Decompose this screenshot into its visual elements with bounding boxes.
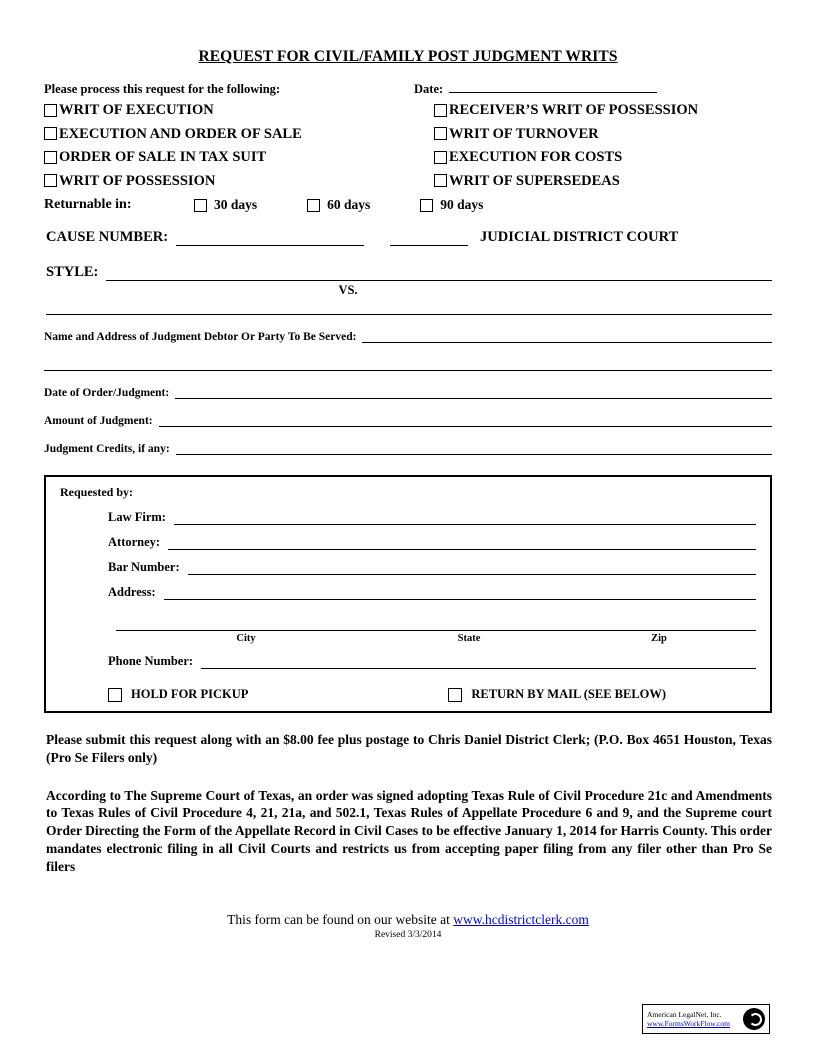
checkbox-order-of-sale-in-tax-suit[interactable] [44, 150, 434, 165]
address-input[interactable] [164, 587, 756, 600]
checkbox-30-days[interactable] [194, 197, 257, 213]
process-request-label: Please process this request for the following: [44, 82, 281, 96]
date-of-order-row [44, 387, 772, 399]
date-of-order-label: Date of Order/Judgment: [44, 387, 170, 399]
amount-of-judgment-row [44, 415, 772, 427]
legalnet-url[interactable]: www.FormsWorkFlow.com [647, 1019, 731, 1028]
judicial-district-input[interactable] [390, 232, 468, 246]
date-of-order-input[interactable] [175, 387, 772, 399]
checkbox-icon[interactable] [448, 688, 462, 702]
checkbox-label: 30 days [214, 197, 258, 212]
checkbox-icon[interactable] [44, 104, 57, 117]
delivery-options-row [60, 687, 756, 702]
address-row [60, 585, 756, 600]
judgment-credits-row [44, 443, 772, 455]
city-state-zip-input[interactable] [116, 620, 756, 631]
attorney-row [60, 535, 756, 550]
checkbox-icon[interactable] [44, 174, 57, 187]
checkbox-label: HOLD FOR PICKUP [131, 687, 249, 701]
returnable-row [44, 197, 772, 213]
checkbox-icon[interactable] [434, 151, 447, 164]
judicial-district-label: JUDICIAL DISTRICT COURT [480, 229, 679, 245]
checkbox-execution-for-costs[interactable] [434, 150, 622, 165]
checkbox-hold-for-pickup[interactable] [108, 687, 248, 702]
style-input[interactable] [106, 267, 772, 281]
date-label: Date: [414, 82, 444, 96]
judgment-debtor-label: Name and Address of Judgment Debtor Or Party To Be Served: [44, 331, 357, 343]
checkbox-writ-of-supersedeas[interactable] [434, 174, 620, 189]
checkbox-icon[interactable] [108, 688, 122, 702]
checkbox-label: 90 days [440, 197, 484, 212]
phone-number-row [60, 654, 756, 669]
phone-number-label: Phone Number: [108, 654, 194, 668]
cause-number-row [44, 229, 772, 246]
checkbox-label: RECEIVER’S WRIT OF POSSESSION [449, 102, 699, 118]
checkbox-label: ORDER OF SALE IN TAX SUIT [59, 149, 267, 165]
checkbox-label: WRIT OF SUPERSEDEAS [449, 172, 620, 189]
checkbox-icon[interactable] [307, 199, 320, 212]
legalnet-logo-icon [743, 1008, 765, 1030]
order-notice: According to The Supreme Court of Texas, an order was signed adopting Texas Rule of Civil Procedure 21c and Amendments to Texas Rules of Civil Procedure 4, 21, 21a, and 502.1, Texas Rules of Appellate Procedure 6 and 9, and the Supreme court Order Directing the Form of the Appellate Record in Civil Cases to be effective January 1, 2014 for Harris County. This order mandates electronic filing in all Civil Courts and restricts us from accepting paper filing from any filer other than Pro Se filers [46, 787, 772, 874]
amount-of-judgment-input[interactable] [159, 415, 772, 427]
checkbox-icon[interactable] [194, 199, 207, 212]
bar-number-row [60, 560, 756, 575]
process-request-row [44, 80, 772, 97]
law-firm-input[interactable] [174, 512, 756, 525]
writ-row [44, 174, 772, 189]
judgment-debtor-row-2 [44, 359, 772, 371]
website-link[interactable]: www.hcdistrictclerk.com [453, 911, 589, 927]
judgment-debtor-input-line2[interactable] [44, 359, 772, 371]
checkbox-execution-and-order-of-sale[interactable] [44, 127, 434, 142]
checkbox-return-by-mail[interactable] [448, 687, 666, 702]
checkbox-writ-of-turnover[interactable] [434, 127, 599, 142]
attorney-label: Attorney: [108, 535, 161, 549]
style-input-second-line[interactable] [46, 302, 772, 315]
checkbox-label: WRIT OF EXECUTION [59, 102, 214, 118]
writ-checkbox-grid [44, 103, 772, 188]
judgment-credits-input[interactable] [176, 443, 772, 455]
law-firm-row [60, 510, 756, 525]
requested-by-title: Requested by: [60, 485, 134, 499]
fee-notice: Please submit this request along with an $8.00 fee plus postage to Chris Daniel District Clerk; (P.O. Box 4651 Houston, Texas (Pro Se Filers only) [46, 732, 772, 765]
checkbox-label: RETURN BY MAIL (SEE BELOW) [471, 687, 667, 701]
checkbox-label: WRIT OF TURNOVER [449, 125, 599, 142]
website-footer [44, 912, 772, 928]
style-row [44, 264, 772, 281]
page-title: REQUEST FOR CIVIL/FAMILY POST JUDGMENT WRITS [198, 48, 618, 65]
checkbox-receivers-writ-of-possession[interactable] [434, 103, 698, 118]
checkbox-label: EXECUTION AND ORDER OF SALE [59, 125, 302, 142]
city-state-zip-labels [116, 633, 756, 644]
checkbox-label: EXECUTION FOR COSTS [449, 149, 623, 165]
bar-number-label: Bar Number: [108, 560, 180, 574]
state-label: State [457, 633, 481, 644]
requested-by-box [44, 475, 772, 713]
zip-label: Zip [651, 633, 667, 644]
checkbox-icon[interactable] [44, 151, 57, 164]
revised-date: Revised 3/3/2014 [374, 929, 442, 940]
amount-of-judgment-label: Amount of Judgment: [44, 415, 153, 427]
attorney-input[interactable] [168, 537, 756, 550]
legalnet-text [647, 1010, 743, 1029]
judgment-credits-label: Judgment Credits, if any: [44, 443, 170, 455]
cause-number-label: CAUSE NUMBER: [46, 229, 169, 245]
bar-number-input[interactable] [188, 562, 756, 575]
checkbox-60-days[interactable] [307, 197, 370, 213]
checkbox-label: WRIT OF POSSESSION [59, 172, 216, 189]
returnable-label: Returnable in: [44, 197, 132, 212]
american-legalnet-badge[interactable] [642, 1004, 770, 1034]
checkbox-writ-of-possession[interactable] [44, 174, 434, 189]
checkbox-label: 60 days [327, 197, 371, 212]
writ-row [44, 127, 772, 142]
law-firm-label: Law Firm: [108, 510, 166, 524]
address-label: Address: [108, 585, 156, 599]
legalnet-company: American LegalNet, Inc. [647, 1009, 722, 1019]
checkbox-icon[interactable] [44, 127, 57, 140]
checkbox-90-days[interactable] [420, 197, 483, 213]
city-label: City [236, 633, 256, 644]
versus-label: VS. [338, 283, 358, 297]
checkbox-icon[interactable] [434, 127, 447, 140]
checkbox-icon[interactable] [434, 174, 447, 187]
website-footer-prefix: This form can be found on our website at [227, 911, 454, 927]
checkbox-icon[interactable] [434, 104, 447, 117]
judgment-debtor-input[interactable] [362, 331, 772, 343]
phone-number-input[interactable] [201, 656, 756, 669]
judgment-debtor-row [44, 331, 772, 343]
cause-number-input[interactable] [176, 232, 364, 246]
date-input[interactable] [449, 80, 657, 93]
checkbox-writ-of-execution[interactable] [44, 103, 434, 118]
writ-row [44, 150, 772, 165]
checkbox-icon[interactable] [420, 199, 433, 212]
style-label: STYLE: [46, 264, 99, 280]
writ-row [44, 103, 772, 118]
